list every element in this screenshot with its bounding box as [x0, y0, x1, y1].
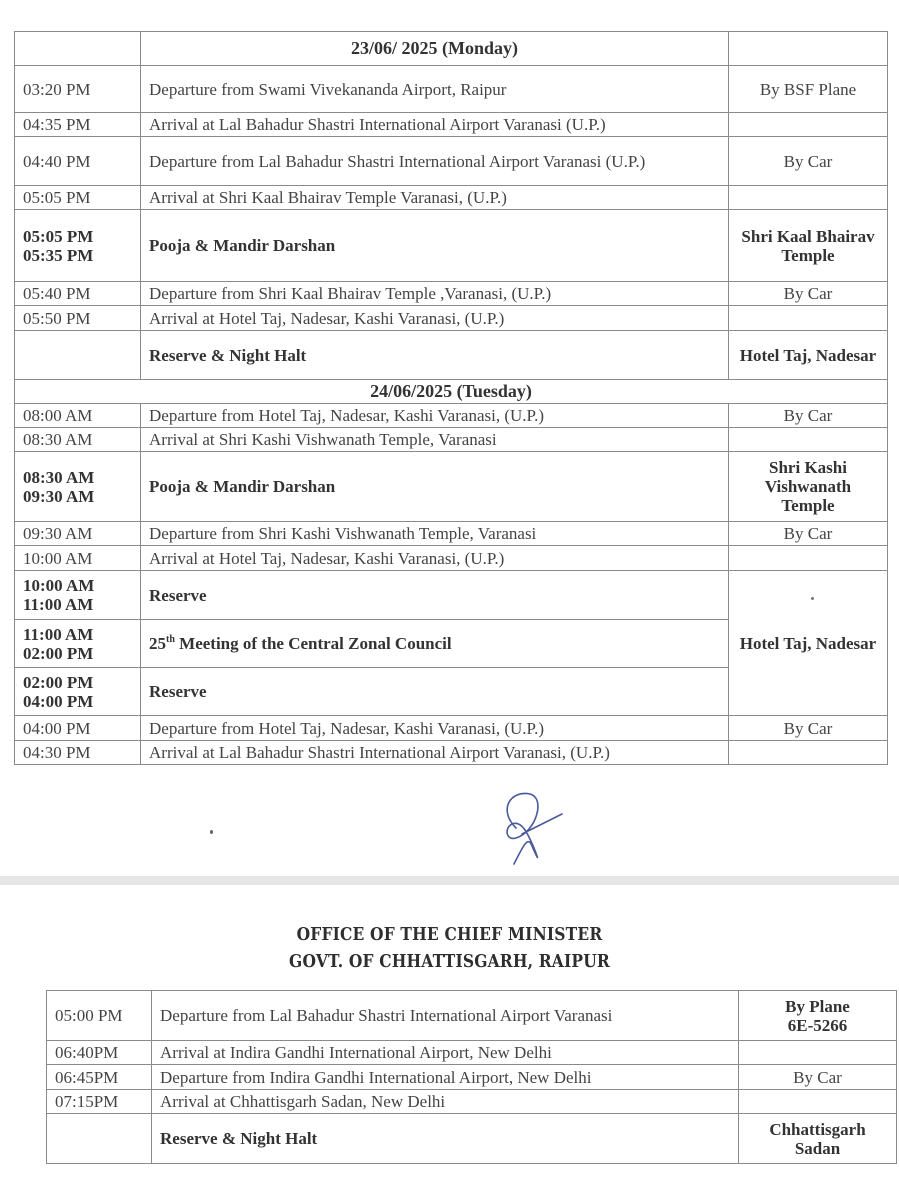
- schedule-row: [15, 186, 888, 210]
- description-cell: Departure from Shri Kashi Vishwanath Temple, Varanasi: [141, 522, 729, 546]
- description-cell: Reserve: [141, 668, 729, 716]
- time-from: 02:00 PM: [23, 672, 94, 692]
- time-cell: 05:40 PM: [15, 282, 141, 306]
- time-cell: [47, 1114, 152, 1164]
- time-cell: 03:20 PM: [15, 66, 141, 113]
- stray-dot: [811, 597, 814, 600]
- time-from: 08:30 AM: [23, 467, 95, 487]
- handwritten-signature: [488, 788, 568, 868]
- time-range-cell: [15, 620, 141, 668]
- mode-cell: By Car: [729, 282, 888, 306]
- event-row: [15, 331, 888, 380]
- mode-cell: By Car: [729, 716, 888, 741]
- time-cell: 06:40PM: [47, 1041, 152, 1065]
- time-range-cell: [15, 210, 141, 282]
- time-to: 04:00 PM: [23, 691, 94, 711]
- letterhead-line-2: GOVT. OF CHHATTISGARH, RAIPUR: [289, 951, 610, 972]
- mode-cell: [739, 1041, 897, 1065]
- time-to: 11:00 AM: [23, 595, 94, 614]
- time-cell: [15, 331, 141, 380]
- venue-cell: Hotel Taj, Nadesar: [729, 331, 888, 380]
- schedule-row: [15, 546, 888, 571]
- time-cell: 08:30 AM: [15, 428, 141, 452]
- description-cell: [141, 620, 729, 668]
- venue-cell: Shri Kashi Vishwanath Temple: [729, 452, 888, 522]
- mode-cell: [739, 1090, 897, 1114]
- day-heading-row: [15, 380, 888, 404]
- description-cell: Pooja & Mandir Darshan: [141, 210, 729, 282]
- description-cell: Departure from Hotel Taj, Nadesar, Kashi Varanasi, (U.P.): [141, 716, 729, 741]
- description-cell: Departure from Shri Kaal Bhairav Temple ,Varanasi, (U.P.): [141, 282, 729, 306]
- description-cell: Departure from Lal Bahadur Shastri International Airport Varanasi: [152, 991, 739, 1041]
- description-cell: Arrival at Lal Bahadur Shastri International Airport Varanasi (U.P.): [141, 113, 729, 137]
- day-heading-row: [15, 32, 888, 66]
- mode-cell: [739, 991, 897, 1041]
- mode-line-1: By Plane: [785, 996, 850, 1016]
- time-cell: 04:35 PM: [15, 113, 141, 137]
- mode-cell: [729, 186, 888, 210]
- time-from: 05:05 PM: [23, 226, 94, 246]
- event-row: [15, 571, 888, 620]
- time-cell: 09:30 AM: [15, 522, 141, 546]
- description-cell: Arrival at Lal Bahadur Shastri International Airport Varanasi, (U.P.): [141, 741, 729, 765]
- schedule-row: [47, 1090, 897, 1114]
- time-cell: 07:15PM: [47, 1090, 152, 1114]
- mode-cell: [729, 546, 888, 571]
- mode-cell: [729, 428, 888, 452]
- time-cell: 05:00 PM: [47, 991, 152, 1041]
- signature-stroke: [507, 793, 562, 864]
- description-cell: Arrival at Chhattisgarh Sadan, New Delhi: [152, 1090, 739, 1114]
- itinerary-table-page-2: [46, 990, 897, 1164]
- description-cell: [141, 571, 729, 620]
- schedule-row: [47, 991, 897, 1041]
- stray-mark: [210, 830, 213, 834]
- letterhead: [63, 921, 836, 975]
- time-from: 10:00 AM: [23, 576, 95, 595]
- mode-cell: By Car: [729, 522, 888, 546]
- venue-cell: Chhattisgarh Sadan: [739, 1114, 897, 1164]
- schedule-row: [15, 113, 888, 137]
- time-from: 11:00 AM: [23, 624, 94, 644]
- time-to: 05:35 PM: [23, 245, 94, 265]
- description-text: Meeting of the Central Zonal Council: [174, 634, 452, 653]
- mode-cell: [729, 741, 888, 765]
- empty-cell: [729, 32, 888, 66]
- event-row: [15, 210, 888, 282]
- itinerary-table-page-1: [14, 31, 888, 765]
- schedule-row: [15, 522, 888, 546]
- date-heading: 23/06/ 2025 (Monday): [141, 32, 729, 66]
- time-cell: 05:05 PM: [15, 186, 141, 210]
- mode-cell: By Car: [729, 404, 888, 428]
- empty-cell: [15, 32, 141, 66]
- time-cell: 10:00 AM: [15, 546, 141, 571]
- time-cell: 08:00 AM: [15, 404, 141, 428]
- letterhead-line-1: OFFICE OF THE CHIEF MINISTER: [296, 924, 603, 945]
- ordinal-number: 25: [149, 634, 166, 653]
- description-cell: Arrival at Hotel Taj, Nadesar, Kashi Varanasi, (U.P.): [141, 546, 729, 571]
- description-cell: Departure from Lal Bahadur Shastri International Airport Varanasi (U.P.): [141, 137, 729, 186]
- description-cell: Departure from Hotel Taj, Nadesar, Kashi Varanasi, (U.P.): [141, 404, 729, 428]
- description-text: Reserve: [149, 585, 207, 605]
- schedule-row: [47, 1041, 897, 1065]
- schedule-row: [15, 404, 888, 428]
- description-cell: Arrival at Indira Gandhi International Airport, New Delhi: [152, 1041, 739, 1065]
- description-cell: Pooja & Mandir Darshan: [141, 452, 729, 522]
- schedule-row: [15, 428, 888, 452]
- mode-cell: By BSF Plane: [729, 66, 888, 113]
- mode-cell: [729, 306, 888, 331]
- date-heading: 24/06/2025 (Tuesday): [15, 380, 888, 404]
- mode-cell: [729, 113, 888, 137]
- description-cell: Arrival at Shri Kashi Vishwanath Temple, Varanasi: [141, 428, 729, 452]
- time-cell: 06:45PM: [47, 1065, 152, 1090]
- description-cell: Reserve & Night Halt: [141, 331, 729, 380]
- schedule-row: [15, 306, 888, 331]
- description-cell: Departure from Indira Gandhi International Airport, New Delhi: [152, 1065, 739, 1090]
- schedule-row: [15, 137, 888, 186]
- time-cell: 04:00 PM: [15, 716, 141, 741]
- description-cell: Reserve & Night Halt: [152, 1114, 739, 1164]
- mode-cell: By Car: [729, 137, 888, 186]
- mode-cell: By Car: [739, 1065, 897, 1090]
- venue-cell: Shri Kaal Bhairav Temple: [729, 210, 888, 282]
- schedule-row: [15, 66, 888, 113]
- schedule-row: [15, 741, 888, 765]
- time-to: 02:00 PM: [23, 643, 94, 663]
- schedule-row: [15, 282, 888, 306]
- time-cell: 04:30 PM: [15, 741, 141, 765]
- time-range-cell: [15, 571, 141, 620]
- description-cell: Arrival at Shri Kaal Bhairav Temple Varanasi, (U.P.): [141, 186, 729, 210]
- flight-number: 6E-5266: [787, 1015, 848, 1035]
- time-range-cell: [15, 668, 141, 716]
- ordinal-suffix: th: [166, 634, 175, 645]
- time-cell: 04:40 PM: [15, 137, 141, 186]
- schedule-row: [15, 716, 888, 741]
- description-cell: Departure from Swami Vivekananda Airport, Raipur: [141, 66, 729, 113]
- event-row: [15, 452, 888, 522]
- description-cell: Arrival at Hotel Taj, Nadesar, Kashi Varanasi, (U.P.): [141, 306, 729, 331]
- time-cell: 05:50 PM: [15, 306, 141, 331]
- venue-cell: Hotel Taj, Nadesar: [729, 571, 888, 716]
- event-row: [47, 1114, 897, 1164]
- time-range-cell: [15, 452, 141, 522]
- page-separator: [0, 876, 899, 885]
- schedule-row: [47, 1065, 897, 1090]
- time-to: 09:30 AM: [23, 486, 95, 506]
